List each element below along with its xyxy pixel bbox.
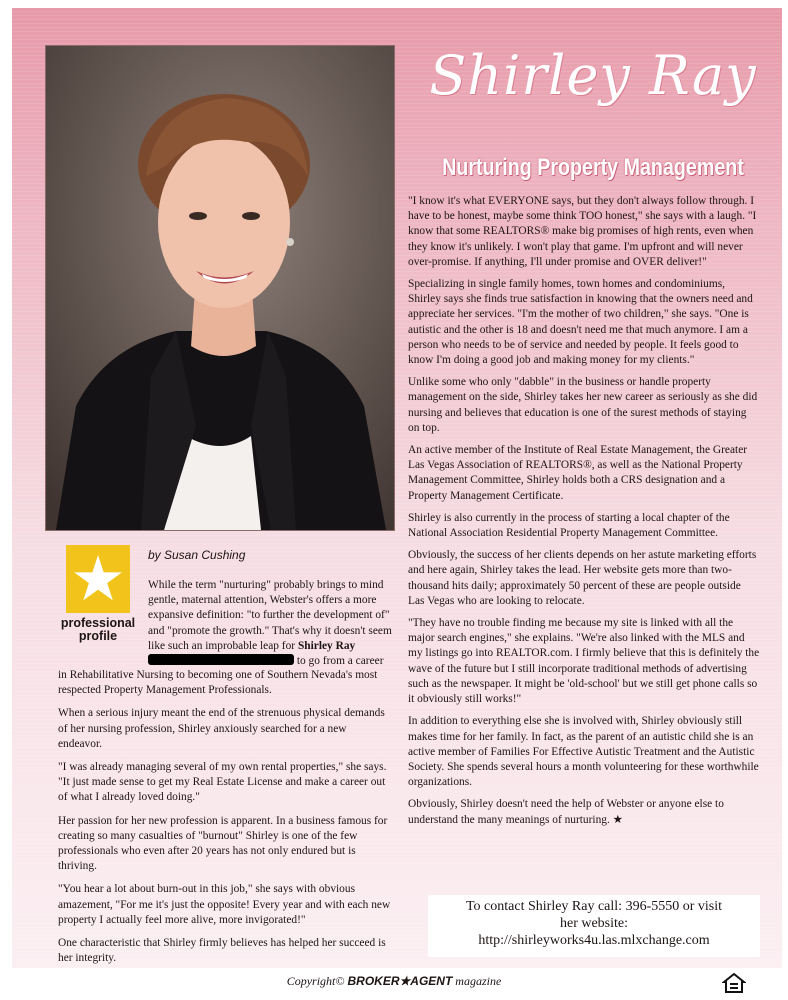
paragraph: An active member of the Institute of Real Estate Management, the Greater Las Vegas Association of REALTORS®, as well as the National Property Management Committee, Shirley holds both a CRS designation and a Property Management Certificate.	[408, 444, 748, 502]
article-subtitle: Nurturing Property Management	[442, 154, 744, 181]
left-column	[58, 668, 392, 974]
paragraph: Obviously, the success of her clients depends on her astute marketing efforts and here again, Shirley takes the lead. Her website gets more than two-thousand hits daily; approximately 50 percent of these are people outside Las Vegas who are looking to relocate.	[408, 549, 757, 607]
intro-text	[148, 578, 392, 669]
paragraph: "I was already managing several of my own rental properties," she says. "It just made sense to get my Real Estate License and make a career out of what I already loved doing."	[58, 761, 387, 804]
magazine-brand: BROKER★AGENT	[347, 974, 453, 988]
copyright-text: Copyright©	[286, 974, 345, 988]
paragraph: in Rehabilitative Nursing to becoming one of Southern Nevada's most respected Property Management Professionals.	[58, 669, 378, 697]
paragraph: When a serious injury meant the end of the strenuous physical demands of her nursing profession, Shirley anxiously searched for a new endeavor.	[58, 707, 385, 750]
magazine-suffix: magazine	[455, 974, 502, 988]
paragraph: Shirley is also currently in the process of starting a local chapter of the National Association Residential Property Management Committee.	[408, 511, 730, 540]
byline: by Susan Cushing	[148, 548, 246, 562]
professional-profile-badge	[54, 542, 142, 653]
redaction-bar	[148, 654, 294, 665]
paragraph: One characteristic that Shirley firmly believes has helped her succeed is her integrity.	[58, 937, 386, 965]
contact-box	[428, 895, 760, 957]
magazine-page	[12, 8, 782, 968]
intro-paragraph	[148, 578, 392, 669]
badge-label	[54, 617, 142, 643]
contact-website-link[interactable]: http://shirleyworks4u.las.mlxchange.com	[478, 933, 710, 948]
paragraph: Obviously, Shirley doesn't need the help of Webster or anyone else to understand the many meanings of nurturing. ★	[408, 798, 724, 826]
contact-line-2: her website:	[559, 916, 629, 931]
footer-credit	[0, 974, 788, 989]
paragraph: Her passion for her new profession is apparent. In a business famous for creating so many casualties of "burnout" Shirley is one of the few professionals who even after 20 years has not only endured but is thriving.	[58, 814, 388, 873]
equal-housing-opportunity-icon	[722, 972, 746, 994]
right-column	[408, 194, 760, 835]
paragraph: "You hear a lot about burn-out in this job," she says with obvious amazement, "For me it's just the opposite! Every year and with each new property I actually feel more alive, more invigorated!"	[58, 883, 391, 926]
paragraph: In addition to everything else she is involved with, Shirley obviously still makes time for her family. In fact, as the parent of an autistic child she is an active member of Families For Effective Autistic Treatment and the Autistic Society. She spends several hours a month volunteering for these worthwhile organizations.	[408, 715, 759, 789]
paragraph: "They have no trouble finding me because my site is linked with all the major search engines," she explains. "We're also linked with the MLS and my listings go into REALTOR.com. I firmly believe that this is definitely the wave of the future but I still incorporate traditional methods of advertising such as the newspaper. It might be 'old-school' but we still get phone calls so it obviously still works!"	[408, 617, 760, 706]
badge-box	[66, 542, 130, 615]
paragraph: Unlike some who only "dabble" in the business or handle property management on the side, Shirley takes her new career as seriously as she did nursing and believes that education is one of the surest methods of staying on top.	[408, 376, 758, 434]
paragraph: Specializing in single family homes, town homes and condominiums, Shirley says she finds true satisfaction in knowing that the owners need and appreciate her services. "I'm the mother of two children," she says. "One is autistic and the other is 18 and doesn't need me that much anymore. I am a person who needs to be of service and needed by people. It feels good to know I'm doing a good job and making money for my clients."	[408, 278, 753, 367]
portrait-illustration	[46, 46, 394, 530]
headline-name: Shirley Ray	[429, 44, 757, 107]
contact-line-1: To contact Shirley Ray call: 396-5550 or visit	[465, 899, 723, 914]
portrait-photo	[46, 46, 394, 530]
star-icon: ★	[70, 542, 126, 615]
badge-line-1: professional	[60, 616, 136, 630]
intro-before: While the term "nurturing" probably brings to mind gentle, maternal attention, Webster's offers a more expansive definition: "to further the development of" and "promote the growth." That's why it doesn't seem like such an improbable leap for	[148, 579, 392, 652]
intro-after: to go from a career	[294, 655, 384, 668]
paragraph: "I know it's what EVERYONE says, but they don't always follow through. I have to be honest, maybe some think TOO honest," she says with a laugh. "I know that some REALTORS® make big promises of high rents, even when they know it's unlikely. I won't play that game. I'm upfront and will never over-promise. If anything, I'll under promise and OVER deliver!"	[408, 195, 757, 268]
badge-line-2: profile	[78, 629, 118, 643]
intro-name: Shirley Ray	[297, 639, 356, 652]
